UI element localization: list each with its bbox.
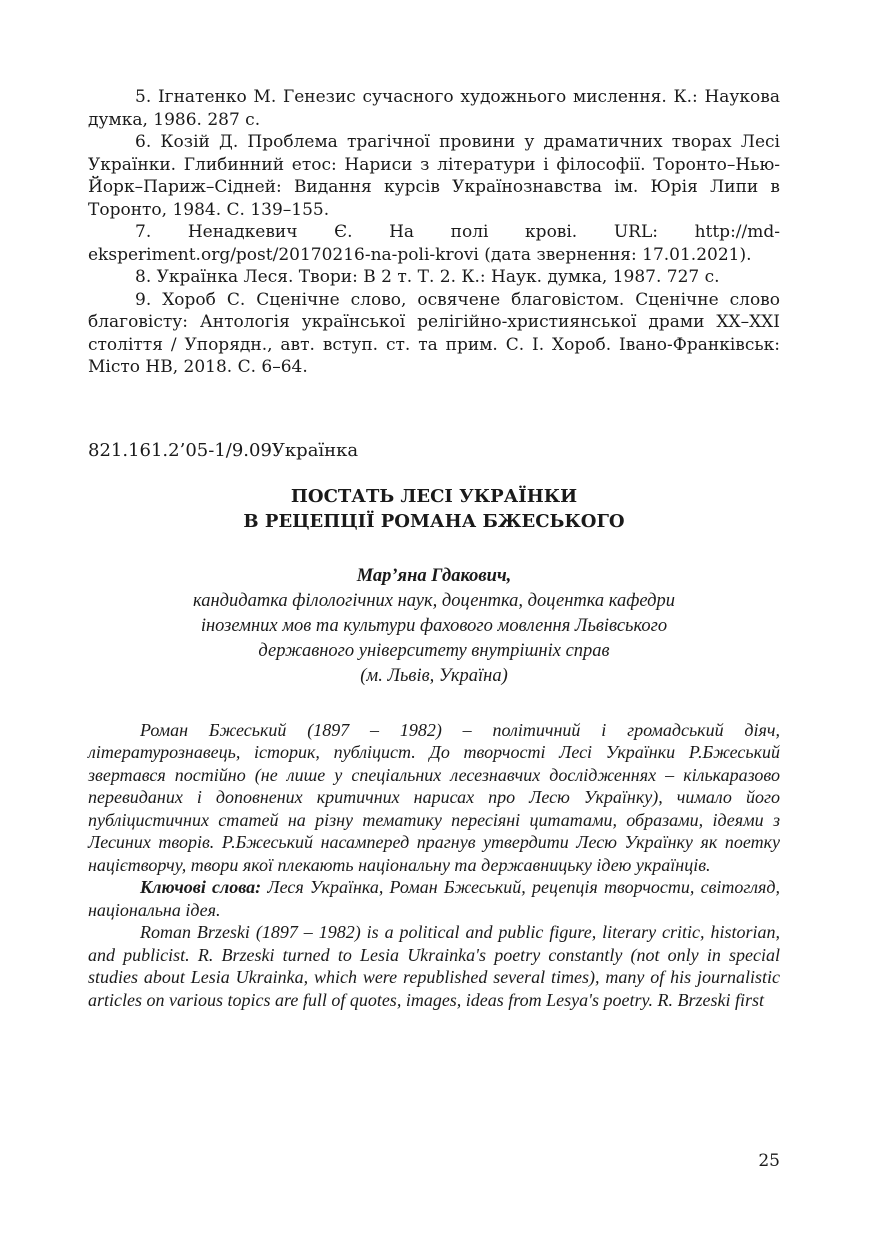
author-block	[88, 564, 780, 689]
author-location: (м. Львів, Україна)	[360, 665, 508, 686]
author-name: Мар’яна Гдакович,	[356, 565, 512, 586]
keywords	[88, 876, 780, 921]
author-affiliation: іноземних мов та культури фахового мовлення Львівського	[200, 615, 668, 636]
reference-item: 9. Хороб С. Сценічне слово, освячене благовістом. Сценічне слово благовісту: Антологія української релігійно-християнської драми XX–XXI століття / Упорядн., авт. вступ. ст. та прим. С. І. Хороб. Івано-Франківськ: Місто НВ, 2018. С. 6–64.	[88, 289, 780, 377]
author-affiliation: державного університету внутрішніх справ	[258, 640, 610, 661]
reference-list	[88, 86, 780, 379]
article-title-line: В РЕЦЕПЦІЇ РОМАНА БЖЕСЬКОГО	[243, 510, 625, 532]
page-number: 25	[758, 1151, 780, 1171]
reference-item: 7. Ненадкевич Є. На полі крові. URL: http://md-eksperiment.org/post/20170216-na-poli-krovi (дата звернення: 17.01.2021).	[88, 222, 780, 265]
article-title-line: ПОСТАТЬ ЛЕСІ УКРАЇНКИ	[290, 485, 578, 507]
article-title	[88, 484, 780, 534]
abstract-english: Roman Brzeski (1897 – 1982) is a political and public figure, literary critic, historian, and publicist. R. Brzeski turned to Lesia Ukrainka's poetry constantly (not only in special studies about Lesia Ukrainka, which were republished several times), many of his journalistic articles on various topics are full of quotes, images, ideas from Lesya's poetry. R. Brzeski first	[88, 922, 780, 1010]
keywords-label: Ключові слова:	[140, 877, 262, 897]
reference-item: 5. Ігнатенко М. Генезис сучасного художнього мислення. К.: Наукова думка, 1986. 287 с.	[88, 87, 780, 130]
abstract	[88, 719, 780, 1012]
author-affiliation: кандидатка філологічних наук, доцентка, доцентка кафедри	[193, 590, 675, 611]
udc-code: 821.161.2’05-1/9.09Українка	[88, 439, 359, 461]
page-content	[88, 86, 780, 1011]
abstract-ukrainian: Роман Бжеський (1897 – 1982) – політичний і громадський діяч, літературознавець, історик, публіцист. До творчості Лесі Українки Р.Бжеський звертався постійно (не лише у спеціальних лесезнавчих дослідженнях – кількаразово перевиданих і доповнених критичних нарисах про Лесю Українку), чимало його публіцистичних статей на різну тематику пересіяні цитатами, образами, ідеями з Лесиних творів. Р.Бжеський насамперед прагнув утвердити Лесю Українку як поетку націєтворчу, твори якої плекають національну та державницьку ідею українців.	[88, 719, 780, 875]
reference-item: 6. Козій Д. Проблема трагічної провини у драматичних творах Лесі Українки. Глибинний етос: Нариси з літератури і філософії. Торонто–Нью-Йорк–Париж–Сідней: Видання курсів Українознавства ім. Юрія Липи в Торонто, 1984. С. 139–155.	[88, 132, 780, 220]
reference-item: 8. Українка Леся. Твори: В 2 т. Т. 2. К.: Наук. думка, 1987. 727 с.	[135, 267, 720, 287]
keywords-text: Леся Українка, Роман Бжеський, рецепція творчости, світогляд, національна ідея.	[88, 877, 781, 920]
